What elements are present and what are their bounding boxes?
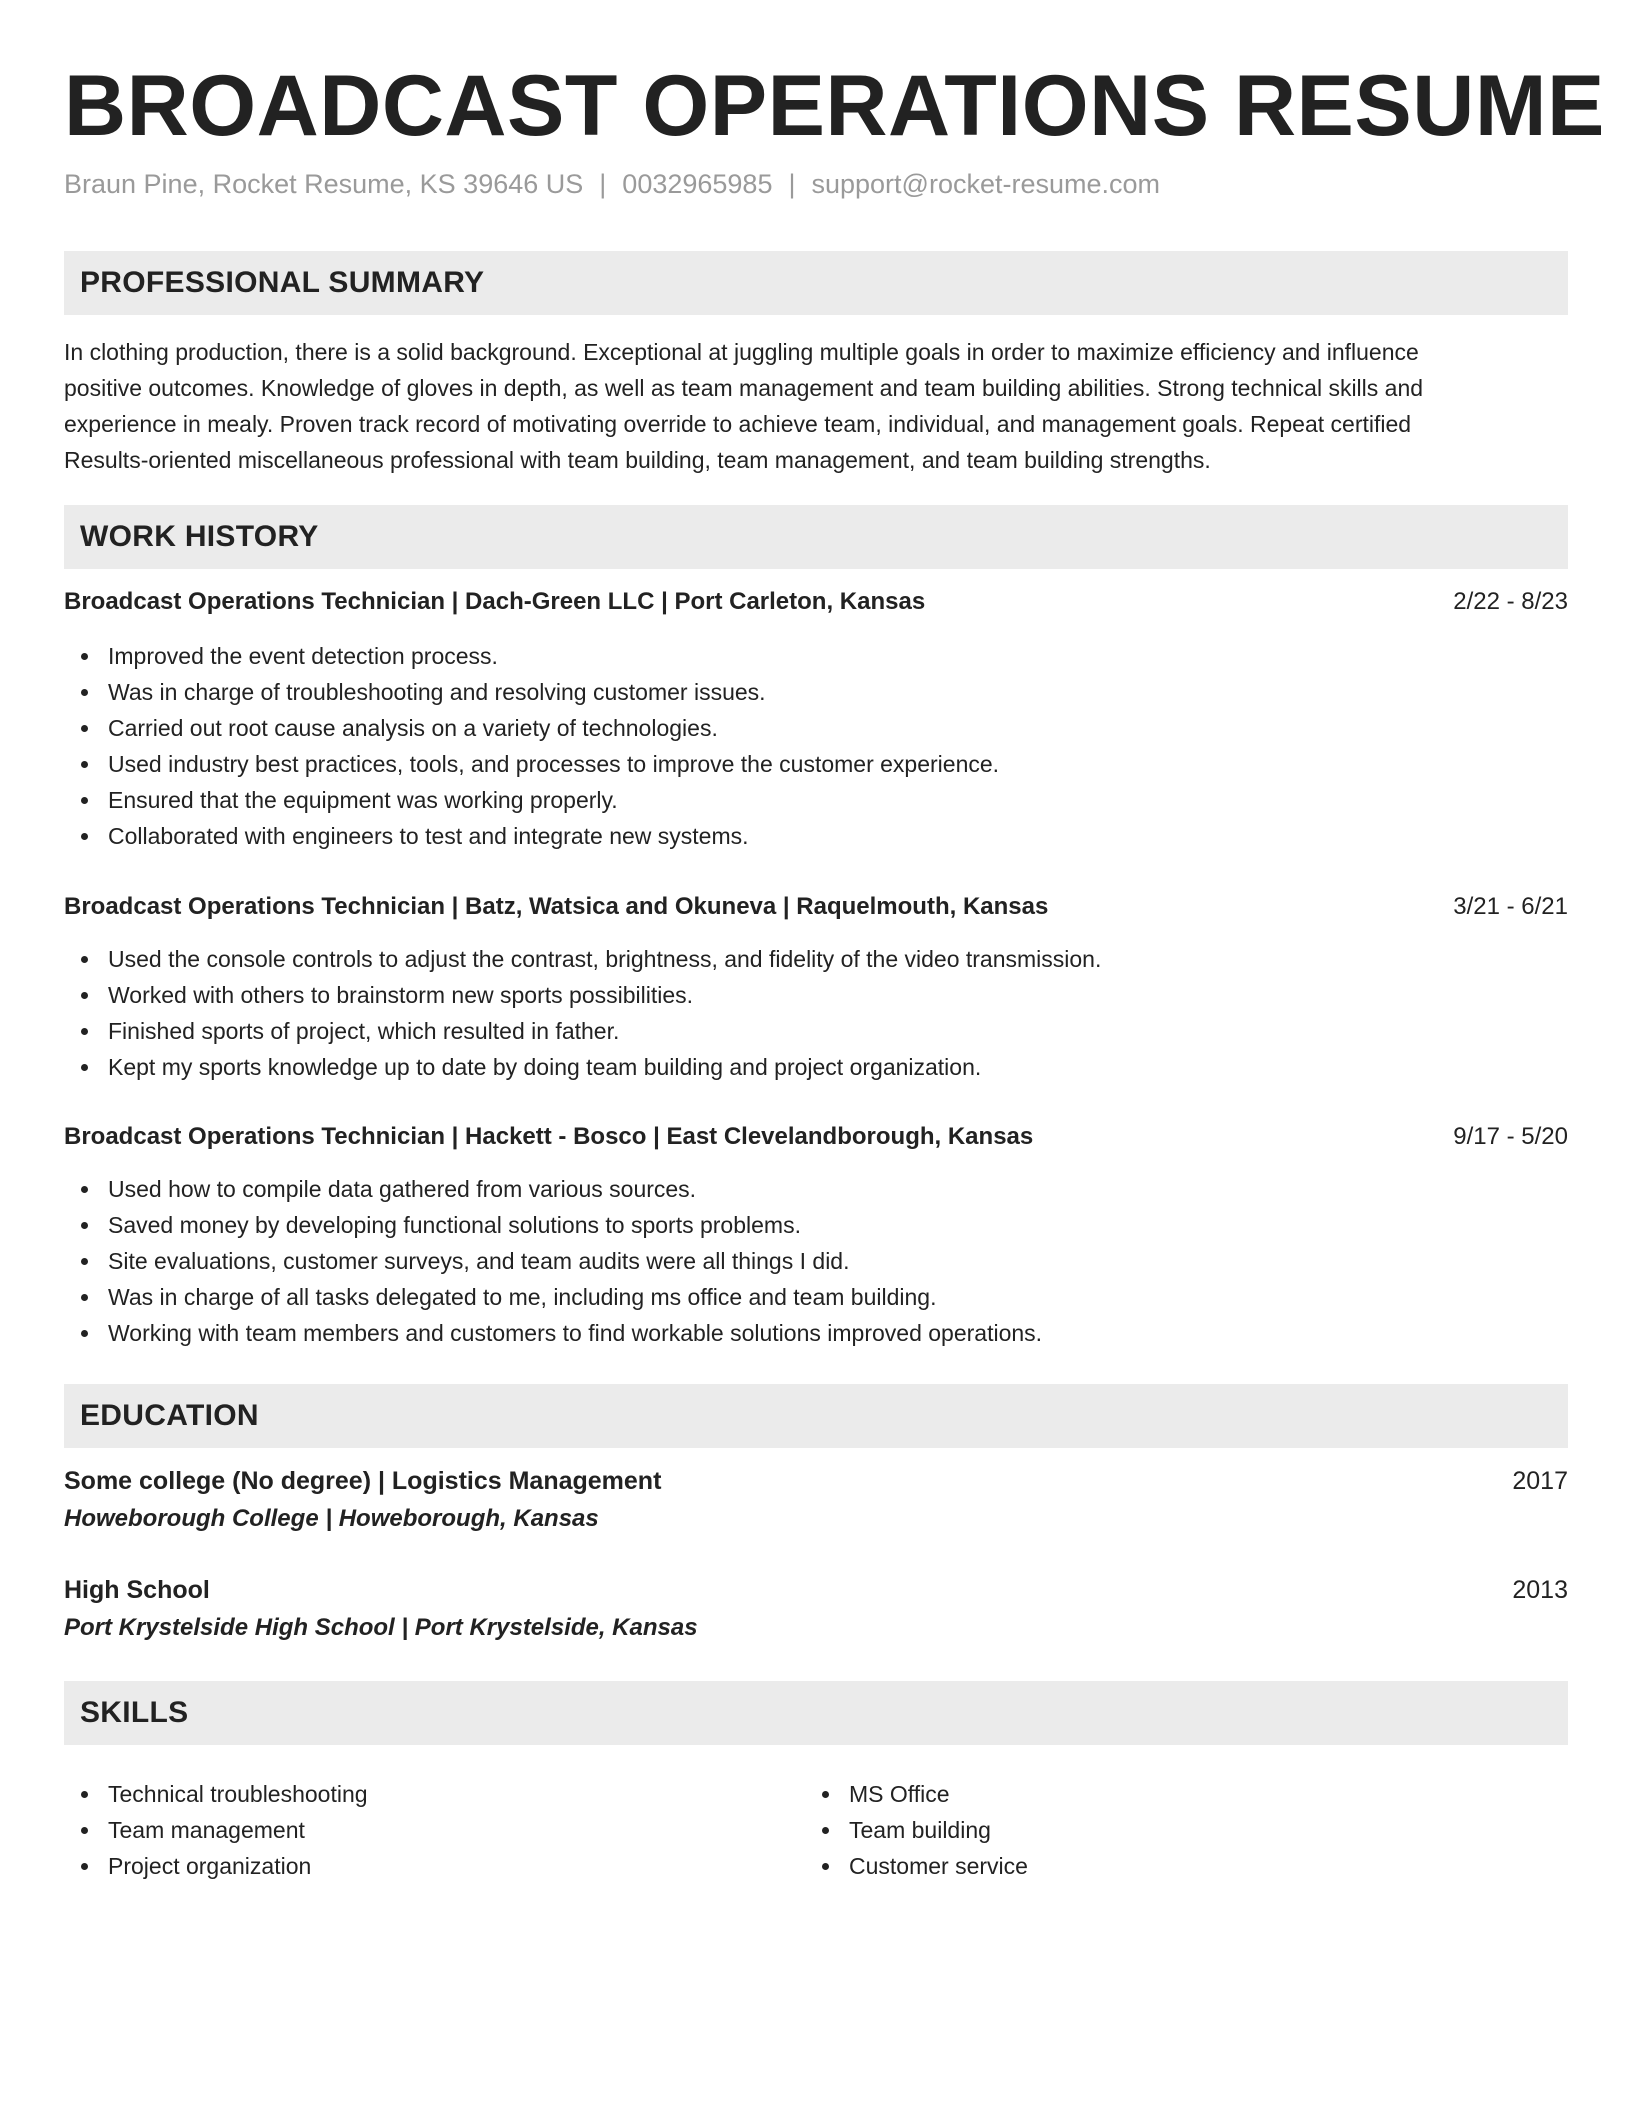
section-title: PROFESSIONAL SUMMARY [80,266,485,299]
education-school: Howeborough College | Howeborough, Kansas [64,1505,599,1532]
list-item: Ensured that the equipment was working properly. [64,782,1568,818]
list-item: Used the console controls to adjust the contrast, brightness, and fidelity of the video transmission. [64,941,1568,977]
job-bullets [64,941,1568,1085]
list-item: Finished sports of project, which resulted in father. [64,1013,1568,1049]
education-year: 2017 [1512,1467,1568,1495]
job-title: Broadcast Operations Technician | Dach-Green LLC | Port Carleton, Kansas [64,588,926,615]
education-entry [64,1462,1568,1538]
contact-phone: 0032965985 [622,169,773,199]
job-dates: 3/21 - 6/21 [1453,893,1568,920]
skill-item: Customer service [805,1848,1505,1884]
job-bullets [64,1171,1568,1351]
summary-line: experience in mealy. Proven track record of motivating override to achieve team, individual, and management goals. Repeat certified [64,411,1412,437]
education-degree: Some college (No degree) | Logistics Management [64,1467,662,1495]
list-item: Carried out root cause analysis on a variety of technologies. [64,710,1568,746]
section-title: EDUCATION [80,1399,259,1432]
summary-text [64,334,1568,478]
list-item: Site evaluations, customer surveys, and team audits were all things I did. [64,1243,1568,1279]
job-dates: 9/17 - 5/20 [1453,1123,1568,1150]
summary-line: In clothing production, there is a solid background. Exceptional at juggling multiple goals in order to maximize efficiency and influence [64,339,1419,365]
contact-separator: | [788,169,796,199]
job-bullets [64,638,1568,854]
skills-column-right [805,1776,1505,1884]
resume-title: BROADCAST OPERATIONS RESUME [64,58,1605,154]
job-entry [64,889,1568,1085]
education-entry [64,1571,1568,1647]
list-item: Was in charge of troubleshooting and resolving customer issues. [64,674,1568,710]
list-item: Working with team members and customers to find workable solutions improved operations. [64,1315,1568,1351]
contact-separator: | [599,169,607,199]
section-header-summary [64,251,1568,315]
section-title: WORK HISTORY [80,520,319,553]
section-header-education [64,1384,1568,1448]
job-entry [64,1119,1568,1351]
job-title: Broadcast Operations Technician | Hackett - Bosco | East Clevelandborough, Kansas [64,1123,1034,1150]
list-item: Improved the event detection process. [64,638,1568,674]
skill-item: Project organization [64,1848,764,1884]
job-title: Broadcast Operations Technician | Batz, Watsica and Okuneva | Raquelmouth, Kansas [64,893,1049,920]
contact-address: Braun Pine, Rocket Resume, KS 39646 US [64,169,584,199]
job-dates: 2/22 - 8/23 [1453,588,1568,615]
list-item: Kept my sports knowledge up to date by doing team building and project organization. [64,1049,1568,1085]
list-item: Worked with others to brainstorm new sports possibilities. [64,977,1568,1013]
contact-email: support@rocket-resume.com [811,169,1161,199]
contact-line [64,166,1160,202]
section-title: SKILLS [80,1696,189,1729]
summary-line: Results-oriented miscellaneous professional with team building, team management, and team building strengths. [64,447,1211,473]
section-header-skills [64,1681,1568,1745]
list-item: Used how to compile data gathered from various sources. [64,1171,1568,1207]
summary-line: positive outcomes. Knowledge of gloves in depth, as well as team management and team building abilities. Strong technical skills and [64,375,1424,401]
education-year: 2013 [1512,1576,1568,1604]
skill-item: MS Office [805,1776,1505,1812]
skill-item: Team building [805,1812,1505,1848]
list-item: Collaborated with engineers to test and integrate new systems. [64,818,1568,854]
list-item: Saved money by developing functional solutions to sports problems. [64,1207,1568,1243]
education-school: Port Krystelside High School | Port Krystelside, Kansas [64,1614,698,1641]
section-header-work-history [64,505,1568,569]
list-item: Used industry best practices, tools, and processes to improve the customer experience. [64,746,1568,782]
education-degree: High School [64,1576,210,1604]
list-item: Was in charge of all tasks delegated to me, including ms office and team building. [64,1279,1568,1315]
skill-item: Team management [64,1812,764,1848]
job-entry [64,584,1568,854]
skills-column-left [64,1776,764,1884]
skill-item: Technical troubleshooting [64,1776,764,1812]
